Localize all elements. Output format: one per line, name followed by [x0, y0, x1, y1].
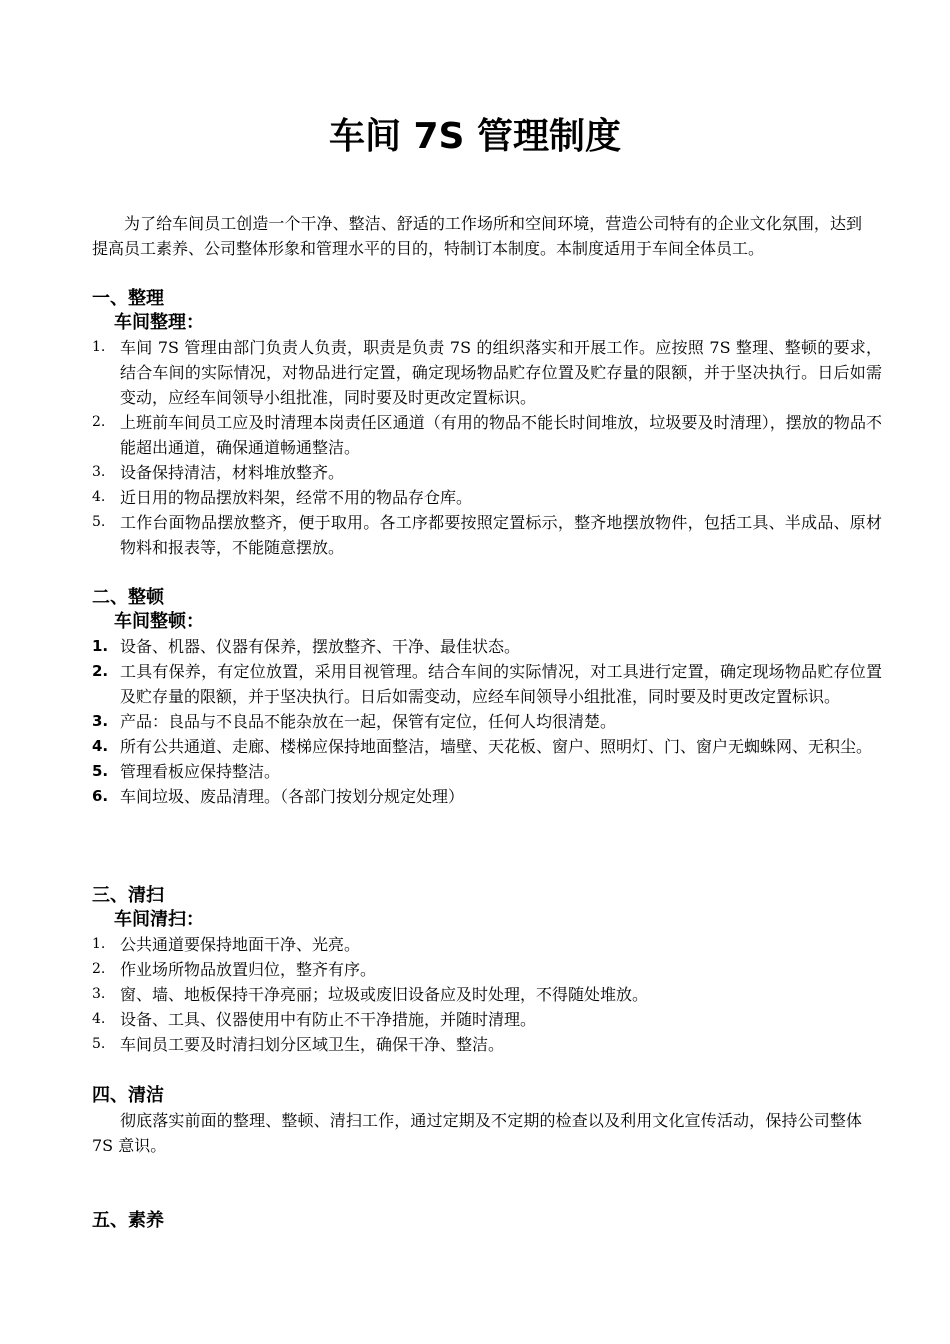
- list-item: [92, 957, 882, 982]
- item-number: 4.: [92, 1011, 106, 1027]
- section-suyang: [92, 1209, 882, 1233]
- item-text: 管理看板应保持整洁。: [120, 762, 281, 781]
- section-paragraph: 彻底落实前面的整理、整顿、清扫工作，通过定期及不定期的检查以及利用文化宣传活动，保持公司整体 7S 意识。: [92, 1111, 862, 1155]
- list-item: [92, 510, 882, 560]
- list-item: [92, 784, 882, 809]
- list-item: [92, 759, 882, 784]
- item-text: 产品：良品与不良品不能杂放在一起，保管有定位，任何人均很清楚。: [120, 712, 617, 731]
- item-number: 5.: [92, 762, 109, 780]
- list-item: [92, 659, 882, 709]
- section-heading: 三、清扫: [92, 885, 164, 906]
- item-number: 1.: [92, 339, 106, 355]
- section-subheading: 车间整顿：: [114, 611, 204, 632]
- section-subheading: 车间清扫：: [114, 909, 204, 930]
- page-title: 车间 7S 管理制度: [328, 116, 622, 157]
- item-list: [92, 634, 882, 809]
- section-heading: 五、素养: [92, 1210, 164, 1231]
- item-text: 车间员工要及时清扫划分区域卫生，确保干净、整洁。: [120, 1035, 505, 1054]
- item-text: 设备、工具、仪器使用中有防止不干净措施，并随时清理。: [120, 1010, 537, 1029]
- item-text: 公共通道要保持地面干净、光亮。: [120, 935, 361, 954]
- item-text: 车间垃圾、废品清理。（各部门按划分规定处理）: [120, 787, 465, 806]
- list-item: [92, 634, 882, 659]
- section-qingsao: [92, 884, 882, 1057]
- section-zhengli: [92, 287, 882, 560]
- item-text: 设备、机器、仪器有保养，摆放整齐、干净、最佳状态。: [120, 637, 521, 656]
- section-subheading: 车间整理：: [114, 312, 204, 333]
- item-number: 4.: [92, 737, 109, 755]
- item-text: 近日用的物品摆放料架，经常不用的物品存仓库。: [120, 488, 473, 507]
- section-heading: 一、整理: [92, 288, 164, 309]
- item-number: 5.: [92, 1036, 106, 1052]
- item-list: [92, 335, 882, 560]
- item-number: 6.: [92, 787, 109, 805]
- section-heading: 二、整顿: [92, 587, 164, 608]
- list-item: [92, 709, 882, 734]
- item-text: 车间 7S 管理由部门负责人负责，职责是负责 7S 的组织落实和开展工作。应按照 7S 整理、整顿的要求，结合车间的实际情况，对物品进行定置，确定现场物品贮存位置及贮存量的限额，并于坚决执行。日后如需变动，应经车间领导小组批准，同时要及时更改定置标识。: [120, 338, 882, 407]
- list-item: [92, 932, 882, 957]
- item-number: 3.: [92, 464, 106, 480]
- item-text: 作业场所物品放置归位，整齐有序。: [120, 960, 377, 979]
- item-number: 3.: [92, 986, 106, 1002]
- item-text: 工具有保养，有定位放置，采用目视管理。结合车间的实际情况，对工具进行定置，确定现场物品贮存位置及贮存量的限额，并于坚决执行。日后如需变动，应经车间领导小组批准，同时要及时更改定置标识。: [120, 662, 882, 706]
- item-number: 3.: [92, 712, 109, 730]
- list-item: [92, 410, 882, 460]
- list-item: [92, 1007, 882, 1032]
- item-number: 1.: [92, 637, 109, 655]
- item-number: 4.: [92, 489, 106, 505]
- list-item: [92, 460, 882, 485]
- item-text: 窗、墙、地板保持干净亮丽；垃圾或废旧设备应及时处理，不得随处堆放。: [120, 985, 649, 1004]
- item-text: 上班前车间员工应及时清理本岗责任区通道（有用的物品不能长时间堆放，垃圾要及时清理），摆放的物品不能超出通道，确保通道畅通整洁。: [120, 413, 882, 457]
- item-text: 工作台面物品摆放整齐，便于取用。各工序都要按照定置标示，整齐地摆放物件，包括工具、半成品、原材物料和报表等，不能随意摆放。: [120, 513, 882, 557]
- item-number: 5.: [92, 514, 106, 530]
- list-item: [92, 335, 882, 410]
- list-item: [92, 485, 882, 510]
- item-text: 所有公共通道、走廊、楼梯应保持地面整洁，墙壁、天花板、窗户、照明灯、门、窗户无蜘蛛网、无积尘。: [120, 737, 873, 756]
- list-item: [92, 734, 882, 759]
- item-number: 2.: [92, 961, 106, 977]
- list-item: [92, 982, 882, 1007]
- section-qingjie: [92, 1084, 882, 1158]
- section-zhengdun: [92, 586, 882, 809]
- item-number: 2.: [92, 662, 109, 680]
- section-heading: 四、清洁: [92, 1085, 164, 1106]
- item-text: 设备保持清洁，材料堆放整齐。: [120, 463, 345, 482]
- intro-paragraph: 为了给车间员工创造一个干净、整洁、舒适的工作场所和空间环境，营造公司特有的企业文化氛围，达到提高员工素养、公司整体形象和管理水平的目的，特制订本制度。本制度适用于车间全体员工。: [92, 214, 862, 258]
- item-number: 2.: [92, 414, 106, 430]
- item-number: 1.: [92, 936, 106, 952]
- list-item: [92, 1032, 882, 1057]
- item-list: [92, 932, 882, 1057]
